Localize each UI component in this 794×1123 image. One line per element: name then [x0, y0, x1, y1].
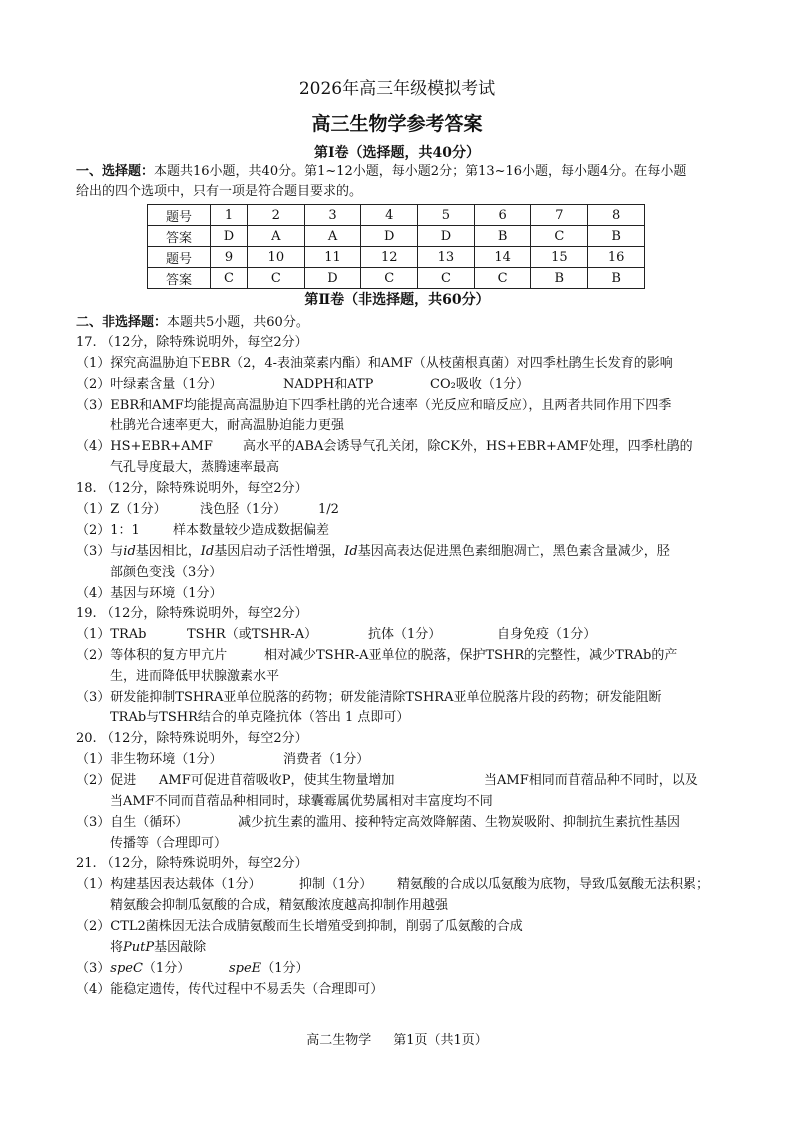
footer-page-number: 第1页（共1页） — [393, 1033, 488, 1048]
gene-name: Id — [200, 544, 215, 559]
q21-answer-2a: （2）CTL2菌株因无法合成腈氨酸而生长增殖受到抑制，削弱了瓜氨酸的合成 — [76, 919, 523, 934]
q20-answer-1a: （1）非生物环境（1分） — [76, 752, 223, 767]
q17-heading: 17. （12分，除特殊说明外，每空2分） — [76, 335, 308, 350]
q17-answer-2b: NADPH和ATP — [283, 377, 374, 392]
q21-answer-1d: 精氨酸会抑制瓜氨酸的合成，精氨酸浓度越高抑制作用越强 — [110, 898, 449, 913]
q17-answer-4c: 气孔导度最大，蒸腾速率最高 — [110, 460, 280, 475]
q18-text: （3）与 — [76, 544, 124, 559]
part2-intro — [76, 314, 309, 332]
q21-answer-1c: 精氨酸的合成以瓜氨酸为底物，导致瓜氨酸无法积累； — [397, 877, 710, 892]
q19-answer-1a: （1）TRAb — [76, 627, 147, 642]
q21-text: （1分） — [142, 961, 191, 976]
footer-subject: 高二生物学 — [306, 1033, 372, 1048]
table-cell: D — [361, 226, 418, 247]
q19-answer-2a: （2）等体积的复方甲亢片 — [76, 648, 228, 663]
q18-answer-1c: 1/2 — [318, 502, 339, 517]
q17-answer-1: （1）探究高温胁迫下EBR（2，4-表油菜素内酯）和AMF（从枝菌根真菌）对四季杜鹃生长发育的影响 — [76, 356, 673, 371]
gene-name: PutP — [123, 940, 155, 955]
gene-name: Id — [344, 544, 358, 559]
q21-answer-1a: （1）构建基因表达载体（1分） — [76, 877, 262, 892]
q19-answer-2c: 生，进而降低甲状腺激素水平 — [110, 669, 280, 684]
part1-heading: 第Ⅰ卷（选择题，共40分） — [313, 145, 481, 161]
q18-text: 基因相比， — [135, 544, 201, 559]
q18-answer-1b: 浅色胫（1分） — [200, 502, 287, 517]
part1-intro-line2: 给出的四个选项中，只有一项是符合题目要求的。 — [76, 184, 363, 199]
q20-answer-2b: AMF可促进苜蓿吸收P，使其生物量增加 — [159, 773, 395, 788]
table-cell: B — [588, 226, 645, 247]
document-title: 高三生物学参考答案 — [311, 113, 483, 135]
table-row-answers-1 — [148, 226, 645, 247]
q20-answer-2c: 当AMF相同而苜蓿品种不同时，以及 — [484, 773, 698, 788]
q18-heading: 18. （12分，除特殊说明外，每空2分） — [76, 481, 308, 496]
table-cell: C — [247, 268, 304, 289]
q21-text: 基因敲除 — [154, 940, 207, 955]
part2-heading: 第Ⅱ卷（非选择题，共60分） — [304, 292, 490, 308]
q18-answer-3a — [76, 543, 670, 561]
exam-title: 2026年高三年级模拟考试 — [298, 79, 496, 99]
q21-answer-2b — [110, 939, 206, 957]
q20-answer-1b: 消费者（1分） — [283, 752, 370, 767]
q18-answer-1a: （1）Z（1分） — [76, 502, 167, 517]
q20-answer-3a: （3）自生（循环） — [76, 815, 189, 830]
part2-intro-text: 本题共5小题，共60分。 — [167, 315, 309, 330]
table-cell: C — [361, 268, 418, 289]
q21-text: 将 — [110, 940, 124, 955]
gene-name: speE — [229, 961, 262, 976]
table-cell: 6 — [474, 205, 531, 226]
q19-answer-2b: 相对减少TSHR-A亚单位的脱落，保护TSHR的完整性，减少TRAb的产 — [264, 648, 678, 663]
table-cell: C — [418, 268, 475, 289]
q20-heading: 20. （12分，除特殊说明外，每空2分） — [76, 731, 308, 746]
q18-answer-3b: 部颜色变浅（3分） — [110, 565, 223, 580]
q18-answer-2a: （2）1：1 — [76, 523, 140, 538]
table-row-answers-2 — [148, 268, 645, 289]
part2-intro-label: 二、非选择题： — [76, 315, 168, 330]
table-cell: C — [531, 226, 588, 247]
q21-text: （3） — [76, 961, 111, 976]
q18-text: 基因启动子活性增强， — [214, 544, 345, 559]
table-row-questions-2 — [148, 247, 645, 268]
table-header-cell: 答案 — [148, 226, 211, 247]
q17-answer-2c: CO₂吸收（1分） — [430, 377, 530, 392]
table-cell: B — [531, 268, 588, 289]
table-cell: 8 — [588, 205, 645, 226]
q17-answer-2a: （2）叶绿素含量（1分） — [76, 377, 223, 392]
part1-intro — [76, 163, 686, 181]
q20-answer-2a: （2）促进 — [76, 773, 137, 788]
table-cell: 2 — [247, 205, 304, 226]
q17-answer-4a: （4）HS+EBR+AMF — [76, 439, 213, 454]
q21-answer-4: （4）能稳定遗传，传代过程中不易丢失（合理即可） — [76, 982, 384, 997]
answer-table — [147, 204, 645, 289]
table-cell: 15 — [531, 247, 588, 268]
q17-answer-3b: 杜鹃光合速率更大，耐高温胁迫能力更强 — [110, 418, 345, 433]
q19-heading: 19. （12分，除特殊说明外，每空2分） — [76, 606, 308, 621]
table-cell: 5 — [418, 205, 475, 226]
q19-answer-3b: TRAb与TSHR结合的单克隆抗体（答出 1 点即可） — [110, 710, 410, 725]
q19-answer-3a: （3）研发能抑制TSHRA亚单位脱落的药物；研发能清除TSHRA亚单位脱落片段的药物；研发能阻断 — [76, 690, 662, 705]
table-cell: 7 — [531, 205, 588, 226]
table-cell: 12 — [361, 247, 418, 268]
table-cell: 1 — [211, 205, 248, 226]
table-cell: 4 — [361, 205, 418, 226]
table-cell: A — [304, 226, 361, 247]
q21-heading: 21. （12分，除特殊说明外，每空2分） — [76, 856, 308, 871]
q20-answer-2d: 当AMF不同而苜蓿品种相同时，球囊霉属优势属相对丰富度均不同 — [110, 794, 493, 809]
table-cell: 16 — [588, 247, 645, 268]
q21-answer-3b — [229, 960, 308, 978]
table-row-questions-1 — [148, 205, 645, 226]
table-header-cell: 题号 — [148, 247, 211, 268]
table-cell: 9 — [211, 247, 248, 268]
q19-answer-1d: 自身免疫（1分） — [497, 627, 597, 642]
q17-answer-4b: 高水平的ABA会诱导气孔关闭，除CK外，HS+EBR+AMF处理，四季杜鹃的 — [243, 439, 693, 454]
table-cell: C — [211, 268, 248, 289]
table-cell: 3 — [304, 205, 361, 226]
table-header-cell: 答案 — [148, 268, 211, 289]
table-cell: C — [474, 268, 531, 289]
part1-intro-label: 一、选择题： — [76, 164, 155, 179]
table-cell: B — [474, 226, 531, 247]
table-cell: 11 — [304, 247, 361, 268]
table-cell: 13 — [418, 247, 475, 268]
q18-answer-2b: 样本数量较少造成数据偏差 — [173, 523, 330, 538]
q17-answer-3a: （3）EBR和AMF均能提高高温胁迫下四季杜鹃的光合速率（光反应和暗反应），且两者共同作用下四季 — [76, 398, 672, 413]
q21-text: （1分） — [261, 961, 309, 976]
q21-answer-3a — [76, 960, 190, 978]
table-cell: D — [211, 226, 248, 247]
q20-answer-3b: 减少抗生素的滥用、接种特定高效降解菌、生物炭吸附、抑制抗生素抗性基因 — [238, 815, 681, 830]
q21-answer-1b: 抑制（1分） — [299, 877, 373, 892]
table-header-cell: 题号 — [148, 205, 211, 226]
table-cell: D — [304, 268, 361, 289]
q20-answer-3c: 传播等（合理即可） — [110, 836, 228, 851]
q18-text: 基因高表达促进黑色素细胞凋亡，黑色素含量减少，胫 — [357, 544, 670, 559]
table-cell: 14 — [474, 247, 531, 268]
q18-answer-4: （4）基因与环境（1分） — [76, 586, 223, 601]
page-footer — [0, 1032, 794, 1050]
q19-answer-1b: TSHR（或TSHR-A） — [187, 627, 318, 642]
part1-intro-line1: 本题共16小题，共40分。第1~12小题，每小题2分；第13~16小题，每小题4分。在每小题 — [154, 164, 687, 179]
table-cell: 10 — [247, 247, 304, 268]
table-cell: B — [588, 268, 645, 289]
gene-name: id — [123, 544, 136, 559]
table-cell: A — [247, 226, 304, 247]
q19-answer-1c: 抗体（1分） — [368, 627, 442, 642]
table-cell: D — [418, 226, 475, 247]
gene-name: speC — [110, 961, 143, 976]
